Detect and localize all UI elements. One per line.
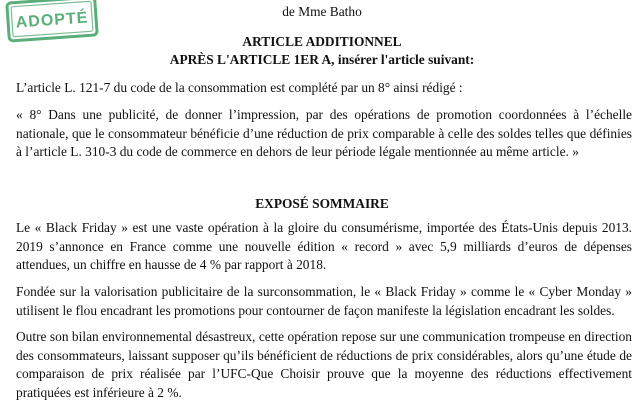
expose-paragraph-3: Outre son bilan environnemental désastreux, cette opération repose sur une communication trompeuse en direction des consommateurs, laissant supposer qu’ils bénéficient de réductions de prix considérables, alors qu’une étude de comparaison de prix réalisée par l’UFC-Que Choisir prouve que la moyenne des réductions effectivement pratiquées est inférieure à 2 %. bbox=[16, 329, 632, 400]
intro-paragraph: L’article L. 121-7 du code de la consommation est complété par un 8° ainsi rédigé : bbox=[16, 80, 463, 95]
author-line: de Mme Batho bbox=[282, 4, 362, 19]
expose-title: EXPOSÉ SOMMAIRE bbox=[255, 196, 389, 211]
adopted-stamp-text: ADOPTÉ bbox=[15, 9, 89, 32]
quoted-provision: « 8° Dans une publicité, de donner l’impression, par des opérations de promotion coordonnées à l’échelle nationale, que le consommateur bénéficie d’une réduction de prix comparable à celle des soldes telles que définies à l’article L. 310-3 du code de commerce en dehors de leur période légale mentionnée au même article. » bbox=[16, 107, 632, 160]
article-subtitle: APRÈS L'ARTICLE 1ER A, insérer l'article suivant: bbox=[169, 52, 475, 67]
expose-paragraph-1: Le « Black Friday » est une vaste opération à la gloire du consumérisme, importée des États-Unis depuis 2013. 2019 s’annonce en France comme une nouvelle édition « record » avec 5,9 milliards d’euros de dépenses attendues, un chiffre en hausse de 4 % par rapport à 2018. bbox=[16, 220, 632, 273]
article-title: ARTICLE ADDITIONNEL bbox=[242, 34, 402, 49]
expose-paragraph-2: Fondée sur la valorisation publicitaire de la surconsommation, le « Black Friday » comme le « Cyber Monday » utilisent le flou encadrant les promotions pour contourner de façon manifeste la législation encadrant les soldes. bbox=[16, 284, 632, 318]
